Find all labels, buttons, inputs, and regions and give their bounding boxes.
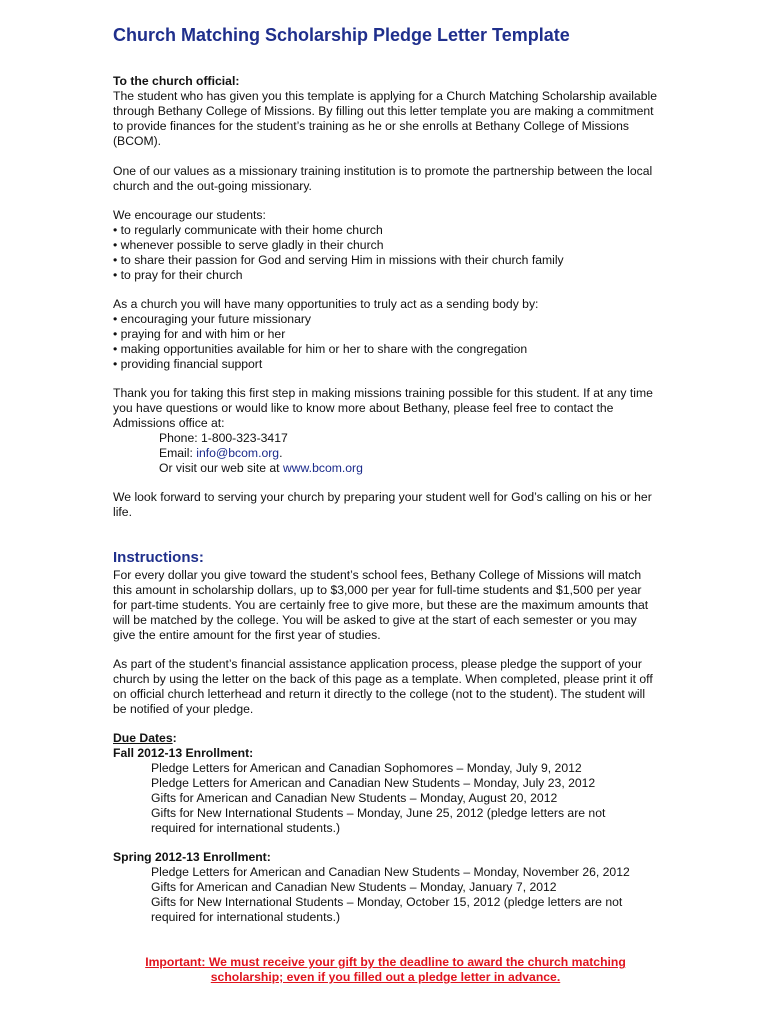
intro-section	[113, 74, 658, 149]
email-label: Email:	[159, 446, 197, 460]
instructions-section-2	[113, 657, 658, 717]
thanks-section	[113, 386, 658, 476]
encourage-section	[113, 208, 658, 283]
list-item: Pledge Letters for American and Canadian Sophomores – Monday, July 9, 2012	[151, 761, 582, 775]
list-item: Gifts for American and Canadian New Students – Monday, August 20, 2012	[151, 791, 558, 805]
due-dates-colon: :	[172, 731, 177, 745]
closing-section	[113, 490, 658, 520]
list-item: Gifts for New International Students – Monday, October 15, 2012 (pledge letters are not	[151, 895, 623, 909]
document-title: Church Matching Scholarship Pledge Letter Template	[113, 25, 570, 45]
closing-paragraph: We look forward to serving your church by preparing your student well for God’s calling on his or her life.	[113, 490, 652, 519]
list-item: • praying for and with him or her	[113, 327, 286, 341]
list-item: • providing financial support	[113, 357, 263, 371]
important-line-2: scholarship; even if you filled out a pledge letter in advance.	[210, 970, 561, 984]
due-dates-label: Due Dates	[113, 731, 173, 745]
list-item: • making opportunities available for him or her to share with the congregation	[113, 342, 528, 356]
list-item: • to share their passion for God and serving Him in missions with their church family	[113, 253, 564, 267]
list-item: • encouraging your future missionary	[113, 312, 312, 326]
list-item: • to pray for their church	[113, 268, 243, 282]
values-paragraph: One of our values as a missionary training institution is to promote the partnership between the local church and the out-going missionary.	[113, 164, 653, 193]
list-item: Gifts for New International Students – Monday, June 25, 2012 (pledge letters are not	[151, 806, 606, 820]
important-line-1: Important: We must receive your gift by the deadline to award the church matching	[145, 955, 626, 969]
list-item: Pledge Letters for American and Canadian New Students – Monday, July 23, 2012	[151, 776, 596, 790]
values-section	[113, 164, 658, 194]
church-role-lead: As a church you will have many opportunities to truly act as a sending body by:	[113, 297, 539, 311]
list-item: required for international students.)	[151, 821, 341, 835]
web-label: Or visit our web site at	[159, 461, 283, 475]
list-item: • to regularly communicate with their home church	[113, 223, 383, 237]
list-item: • whenever possible to serve gladly in their church	[113, 238, 384, 252]
website-link[interactable]: www.bcom.org	[282, 461, 363, 475]
due-dates-heading	[113, 731, 658, 746]
church-role-section	[113, 297, 658, 372]
email-link[interactable]: info@bcom.org	[196, 446, 280, 460]
instructions-paragraph-2: As part of the student’s financial assistance application process, please pledge the support of your church by using the letter on the back of this page as a template. When completed, please print it off on official church letterhead and return it directly to the college (not to the student). The student will be notified of your pledge.	[113, 657, 653, 716]
contact-email-line	[113, 446, 658, 461]
instructions-paragraph-1: For every dollar you give toward the student’s school fees, Bethany College of Missions will match this amount in scholarship dollars, up to $3,000 per year for full-time students and $1,500 per year for part-time students. You are certainly free to give more, but these are the maximum amounts that will be matched by the college. You will be asked to give at the start of each semester or you may give the entire amount for the first year of studies.	[113, 568, 649, 642]
contact-phone: Phone: 1-800-323-3417	[159, 431, 288, 445]
due-dates-section	[113, 731, 658, 836]
list-item: Gifts for American and Canadian New Students – Monday, January 7, 2012	[151, 880, 557, 894]
encourage-lead: We encourage our students:	[113, 208, 266, 222]
spring-heading: Spring 2012-13 Enrollment:	[113, 850, 271, 864]
contact-web-line	[113, 461, 658, 476]
thanks-paragraph: Thank you for taking this first step in making missions training possible for this student. If at any time you have questions or would like to know more about Bethany, please feel free to contact the Admissions office at:	[113, 386, 653, 430]
fall-heading: Fall 2012-13 Enrollment:	[113, 746, 254, 760]
instructions-section	[113, 568, 658, 643]
salutation: To the church official:	[113, 74, 240, 88]
spring-section	[113, 850, 658, 925]
list-item: Pledge Letters for American and Canadian New Students – Monday, November 26, 2012	[151, 865, 630, 879]
list-item: required for international students.)	[151, 910, 341, 924]
email-suffix: .	[279, 446, 283, 460]
important-notice	[113, 955, 658, 985]
intro-paragraph: The student who has given you this template is applying for a Church Matching Scholarship available through Bethany College of Missions. By filling out this letter template you are making a commitment to provide finances for the student’s training as he or she enrolls at Bethany College of Missions (BCOM).	[113, 89, 658, 148]
instructions-heading: Instructions:	[113, 549, 204, 566]
